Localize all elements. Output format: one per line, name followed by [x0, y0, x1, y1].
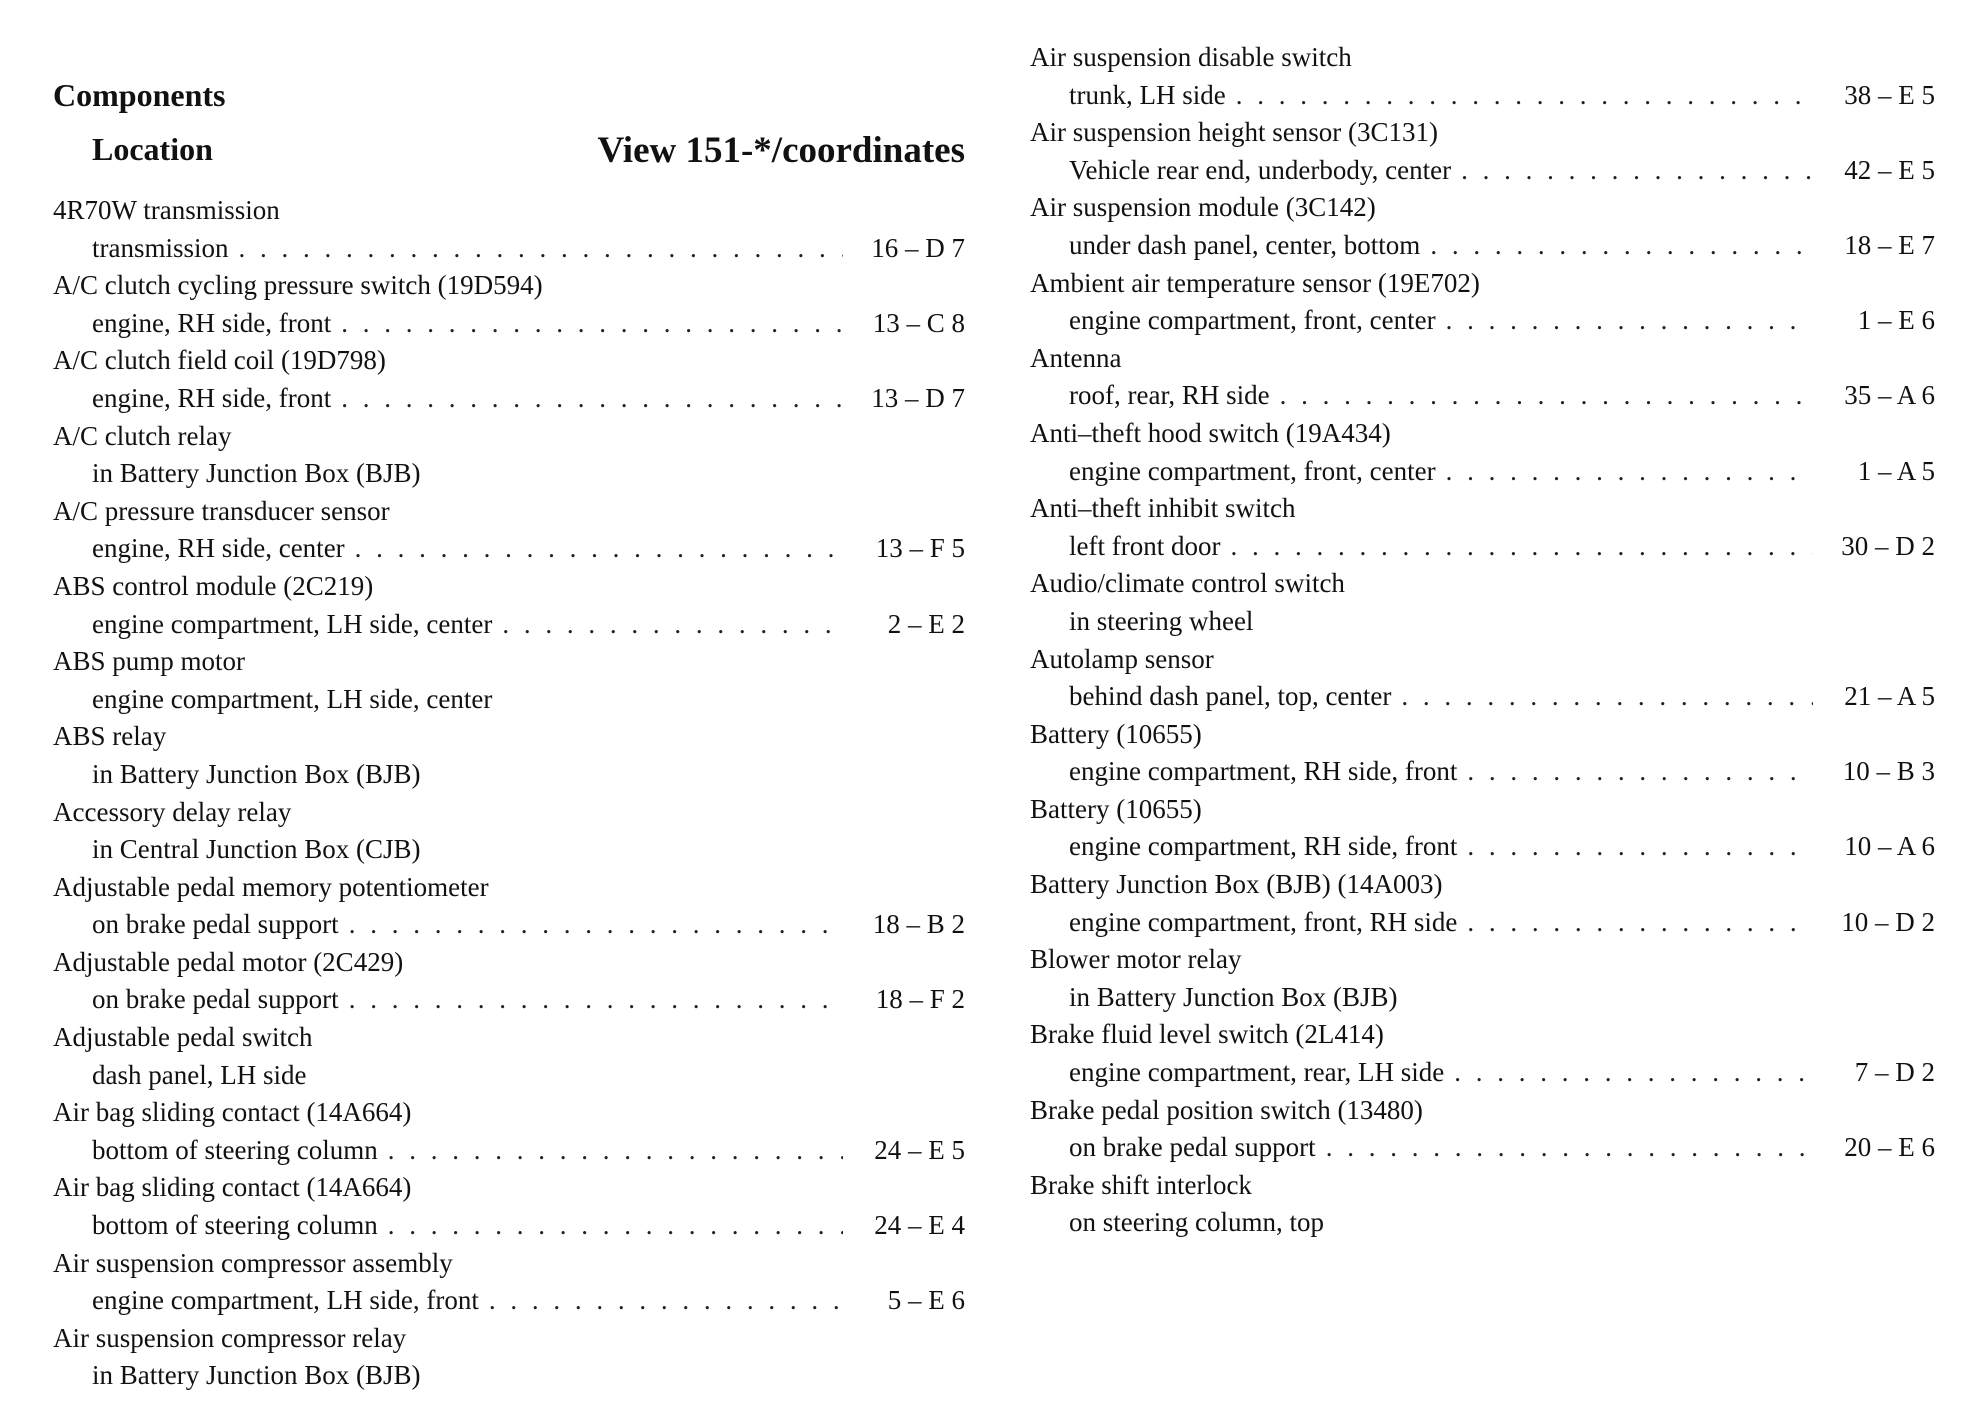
- component-entry: [53, 1094, 965, 1169]
- dot-leader: [341, 305, 843, 343]
- component-location-row: [53, 455, 965, 493]
- component-name: Adjustable pedal switch: [53, 1022, 313, 1053]
- component-location-row: [53, 981, 965, 1019]
- component-name: Air suspension module (3C142): [1030, 192, 1376, 223]
- view-coordinates: 35 – A 6: [1844, 380, 1935, 411]
- view-coordinates: 5 – E 6: [887, 1285, 965, 1316]
- component-name: A/C clutch cycling pressure switch (19D594): [53, 270, 543, 301]
- component-name: Air suspension compressor relay: [53, 1322, 407, 1353]
- dot-leader: [489, 1282, 843, 1320]
- component-entry: [1030, 1092, 1935, 1167]
- view-coordinates: 20 – E 6: [1844, 1132, 1935, 1163]
- view-coordinates: 21 – A 5: [1844, 681, 1935, 712]
- component-entry: [1030, 791, 1935, 866]
- component-location: under dash panel, center, bottom: [1069, 229, 1421, 260]
- component-entry: [1030, 114, 1935, 189]
- component-location-row: [53, 305, 965, 343]
- component-entry: [1030, 340, 1935, 415]
- component-location-row: [53, 530, 965, 568]
- component-name: Autolamp sensor: [1030, 643, 1214, 674]
- component-name: Air suspension disable switch: [1030, 42, 1352, 72]
- dot-leader: [1326, 1129, 1813, 1167]
- component-location-row: [53, 831, 965, 869]
- component-entry: [53, 794, 965, 869]
- dot-leader: [1236, 77, 1813, 115]
- component-location: engine compartment, LH side, front: [92, 1285, 479, 1316]
- component-name: Air bag sliding contact (14A664): [53, 1172, 412, 1203]
- component-location-row: [1030, 603, 1935, 641]
- dot-leader: [1467, 904, 1813, 942]
- component-location-row: [53, 230, 965, 268]
- component-location: dash panel, LH side: [92, 1059, 307, 1090]
- dot-leader: [1454, 1054, 1813, 1092]
- dot-leader: [355, 530, 843, 568]
- component-location: in Central Junction Box (CJB): [92, 834, 421, 865]
- dot-leader: [388, 1132, 843, 1170]
- component-location-row: [53, 756, 965, 794]
- component-entry: [1030, 1016, 1935, 1091]
- dot-leader: [1461, 152, 1813, 190]
- component-name: Ambient air temperature sensor (19E702): [1030, 267, 1480, 298]
- component-location: on brake pedal support: [92, 984, 339, 1015]
- component-entry: [53, 643, 965, 718]
- component-location: engine compartment, front, RH side: [1069, 906, 1458, 937]
- component-name: Brake shift interlock: [1030, 1169, 1252, 1200]
- component-location-row: [1030, 302, 1935, 340]
- component-location-row: [53, 1132, 965, 1170]
- component-location-row: [1030, 528, 1935, 566]
- component-location: roof, rear, RH side: [1069, 380, 1270, 411]
- dot-leader: [341, 380, 843, 418]
- component-name: Anti–theft inhibit switch: [1030, 493, 1296, 524]
- component-location-row: [53, 380, 965, 418]
- view-coordinates: 24 – E 4: [874, 1210, 965, 1241]
- view-coordinates: 13 – F 5: [875, 533, 965, 564]
- component-location-row: [1030, 1204, 1935, 1242]
- dot-leader: [1467, 753, 1813, 791]
- page-title: Components: [53, 77, 226, 113]
- component-name: Air bag sliding contact (14A664): [53, 1097, 412, 1128]
- component-location: engine, RH side, center: [92, 533, 345, 564]
- component-entry: [53, 944, 965, 1019]
- component-name: Audio/climate control switch: [1030, 568, 1345, 599]
- component-location-row: [1030, 979, 1935, 1017]
- component-entry: [1030, 1167, 1935, 1242]
- component-name: ABS pump motor: [53, 646, 246, 677]
- component-location: in Battery Junction Box (BJB): [92, 758, 421, 789]
- component-location-row: [53, 681, 965, 719]
- component-location: trunk, LH side: [1069, 79, 1226, 110]
- component-entry: [1030, 415, 1935, 490]
- component-location-row: [1030, 152, 1935, 190]
- component-name: Adjustable pedal motor (2C429): [53, 946, 404, 977]
- dot-leader: [1280, 377, 1813, 415]
- component-entry: [1030, 565, 1935, 640]
- view-coordinates: 1 – E 6: [1857, 305, 1935, 336]
- component-location-row: [53, 1207, 965, 1245]
- component-entry: [1030, 39, 1935, 114]
- component-entry: [53, 342, 965, 417]
- dot-leader: [1230, 528, 1813, 566]
- view-coordinates: 10 – A 6: [1844, 831, 1935, 862]
- component-location: Vehicle rear end, underbody, center: [1069, 154, 1452, 185]
- component-entry: [1030, 265, 1935, 340]
- component-location: engine compartment, front, center: [1069, 305, 1436, 336]
- view-coordinates: 13 – C 8: [872, 307, 965, 338]
- component-entry: [53, 1019, 965, 1094]
- component-location: engine compartment, LH side, center: [92, 683, 493, 714]
- component-name: Accessory delay relay: [53, 796, 292, 827]
- dot-leader: [1446, 302, 1813, 340]
- right-component-list: [1030, 39, 1935, 1242]
- component-location: on brake pedal support: [1069, 1132, 1316, 1163]
- component-name: A/C clutch field coil (19D798): [53, 345, 386, 376]
- component-location-row: [1030, 753, 1935, 791]
- dot-leader: [239, 230, 843, 268]
- component-location-row: [1030, 678, 1935, 716]
- component-location: in Battery Junction Box (BJB): [92, 458, 421, 489]
- component-location: engine compartment, LH side, center: [92, 608, 493, 639]
- view-coordinates: 30 – D 2: [1841, 530, 1935, 561]
- component-location-row: [53, 606, 965, 644]
- component-entry: [53, 718, 965, 793]
- left-component-list: [53, 192, 965, 1395]
- component-entry: [53, 1245, 965, 1320]
- component-location-row: [1030, 1129, 1935, 1167]
- view-coordinates: 18 – E 7: [1844, 229, 1935, 260]
- component-name: 4R70W transmission: [53, 195, 280, 225]
- component-entry: [1030, 941, 1935, 1016]
- component-name: Brake fluid level switch (2L414): [1030, 1019, 1384, 1050]
- component-entry: [1030, 189, 1935, 264]
- component-location: engine compartment, front, center: [1069, 455, 1436, 486]
- component-location: left front door: [1069, 530, 1221, 561]
- component-name: Air suspension compressor assembly: [53, 1247, 453, 1278]
- component-entry: [1030, 866, 1935, 941]
- view-coordinates: 16 – D 7: [871, 232, 965, 263]
- component-name: Battery (10655): [1030, 718, 1202, 749]
- view-coordinates: 42 – E 5: [1844, 154, 1935, 185]
- component-location-row: [53, 1282, 965, 1320]
- view-coordinates: 38 – E 5: [1844, 79, 1935, 110]
- component-name: Anti–theft hood switch (19A434): [1030, 417, 1391, 448]
- dot-leader: [349, 981, 843, 1019]
- component-entry: [53, 568, 965, 643]
- component-name: Adjustable pedal memory potentiometer: [53, 871, 489, 902]
- dot-leader: [349, 906, 843, 944]
- component-entry: [53, 192, 965, 267]
- component-location: engine compartment, RH side, front: [1069, 831, 1458, 862]
- component-location: engine compartment, rear, LH side: [1069, 1057, 1445, 1088]
- view-coordinates: 18 – F 2: [875, 984, 965, 1015]
- component-location-row: [1030, 77, 1935, 115]
- component-location-row: [1030, 227, 1935, 265]
- view-coordinates: 2 – E 2: [887, 608, 965, 639]
- dot-leader: [502, 606, 843, 644]
- component-location: transmission: [92, 232, 229, 263]
- component-name: Air suspension height sensor (3C131): [1030, 117, 1438, 148]
- component-entry: [53, 1320, 965, 1395]
- view-coordinates: 13 – D 7: [871, 382, 965, 413]
- component-location: on steering column, top: [1069, 1207, 1324, 1238]
- view-coordinates: 10 – D 2: [1841, 906, 1935, 937]
- component-location: in steering wheel: [1069, 605, 1254, 636]
- component-location: behind dash panel, top, center: [1069, 681, 1392, 712]
- component-entry: [53, 418, 965, 493]
- component-name: Blower motor relay: [1030, 944, 1242, 975]
- dot-leader: [1430, 227, 1813, 265]
- dot-leader: [1467, 828, 1813, 866]
- component-location: in Battery Junction Box (BJB): [92, 1360, 421, 1391]
- component-location-row: [53, 906, 965, 944]
- component-name: Battery (10655): [1030, 793, 1202, 824]
- component-entry: [1030, 641, 1935, 716]
- component-entry: [53, 1169, 965, 1244]
- component-location-row: [1030, 904, 1935, 942]
- view-coordinates: 18 – B 2: [872, 909, 965, 940]
- component-name: ABS control module (2C219): [53, 570, 374, 601]
- component-name: Brake pedal position switch (13480): [1030, 1094, 1423, 1125]
- component-name: ABS relay: [53, 721, 167, 752]
- component-location-row: [53, 1057, 965, 1095]
- component-entry: [53, 267, 965, 342]
- component-location: engine, RH side, front: [92, 307, 332, 338]
- view-coordinates: 24 – E 5: [874, 1134, 965, 1165]
- component-location: engine, RH side, front: [92, 382, 332, 413]
- component-location: on brake pedal support: [92, 909, 339, 940]
- view-coordinates-column-heading: View 151-*/coordinates: [597, 130, 965, 171]
- component-entry: [53, 493, 965, 568]
- component-location-row: [53, 1357, 965, 1395]
- component-location-row: [1030, 828, 1935, 866]
- component-location: in Battery Junction Box (BJB): [1069, 981, 1398, 1012]
- component-entry: [53, 869, 965, 944]
- view-coordinates: 1 – A 5: [1857, 455, 1935, 486]
- component-location-row: [1030, 453, 1935, 491]
- component-name: A/C pressure transducer sensor: [53, 495, 390, 526]
- component-name: Antenna: [1030, 342, 1122, 373]
- location-column-heading: Location: [92, 131, 213, 167]
- view-coordinates: 7 – D 2: [1854, 1057, 1935, 1088]
- component-location: engine compartment, RH side, front: [1069, 756, 1458, 787]
- view-coordinates: 10 – B 3: [1842, 756, 1935, 787]
- dot-leader: [1401, 678, 1813, 716]
- component-name: Battery Junction Box (BJB) (14A003): [1030, 869, 1443, 900]
- dot-leader: [388, 1207, 843, 1245]
- component-location-row: [1030, 1054, 1935, 1092]
- dot-leader: [1446, 453, 1813, 491]
- component-location: bottom of steering column: [92, 1134, 378, 1165]
- component-entry: [1030, 490, 1935, 565]
- component-location-row: [1030, 377, 1935, 415]
- component-name: A/C clutch relay: [53, 420, 232, 451]
- component-location: bottom of steering column: [92, 1210, 378, 1241]
- component-entry: [1030, 716, 1935, 791]
